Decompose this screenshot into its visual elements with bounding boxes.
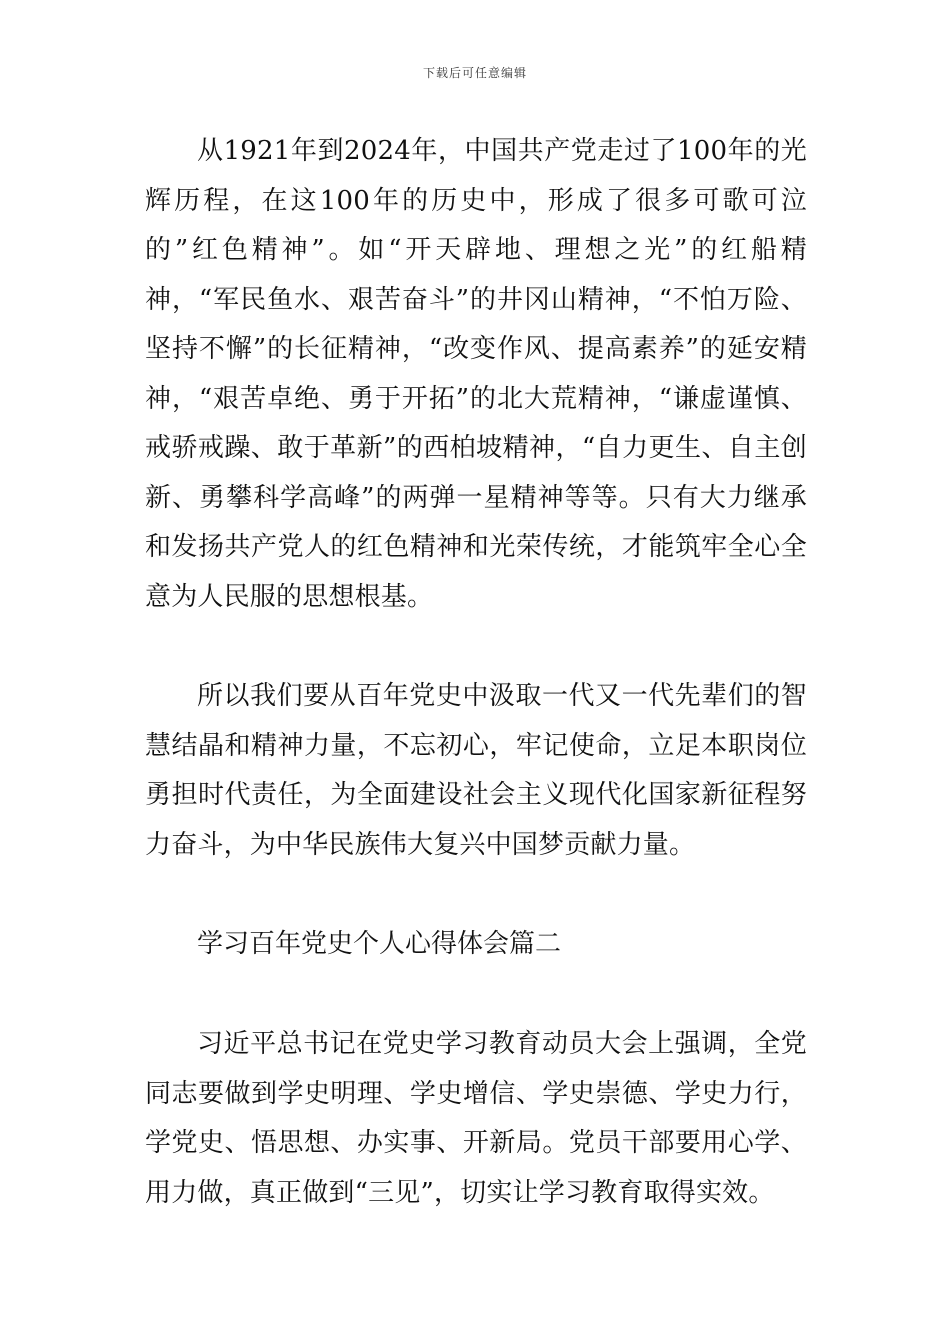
header-note: 下载后可任意编辑 bbox=[422, 66, 527, 80]
section-heading: 学习百年党史个人心得体会篇二 bbox=[197, 929, 562, 959]
paragraph-learn-from-history: 所以我们要从百年党史中汲取一代又一代先辈们的智慧结晶和精神力量，不忘初心，牢记使命，立足本职岗位勇担时代责任，为全面建设社会主义现代化国家新征程努力奋斗，为中华民族伟大复兴中国梦贡献力量。 bbox=[145, 681, 807, 860]
paragraph-red-spirit: 从1921年到2024年，中国共产党走过了100年的光辉历程，在这100年的历史中，形成了很多可歌可泣的”红色精神”。如“开天辟地、理想之光”的红船精神，“军民鱼水、艰苦奋斗”的井冈山精神，“不怕万险、坚持不懈”的长征精神，“改变作风、提高素养”的延安精神，“艰苦卓绝、勇于开拓”的北大荒精神，“谦虚谨慎、戒骄戒躁、敢于革新”的西柏坡精神，“自力更生、自主创新、勇攀科学高峰”的两弹一星精神等等。只有大力继承和发扬共产党人的红色精神和光荣传统，才能筑牢全心全意为人民服的思想根基。 bbox=[145, 136, 807, 612]
paragraph-xi-speech: 习近平总书记在党史学习教育动员大会上强调，全党同志要做到学史明理、学史增信、学史崇德、学史力行，学党史、悟思想、办实事、开新局。党员干部要用心学、用力做，真正做到“三见”，切实让学习教育取得实效。 bbox=[145, 1029, 807, 1208]
